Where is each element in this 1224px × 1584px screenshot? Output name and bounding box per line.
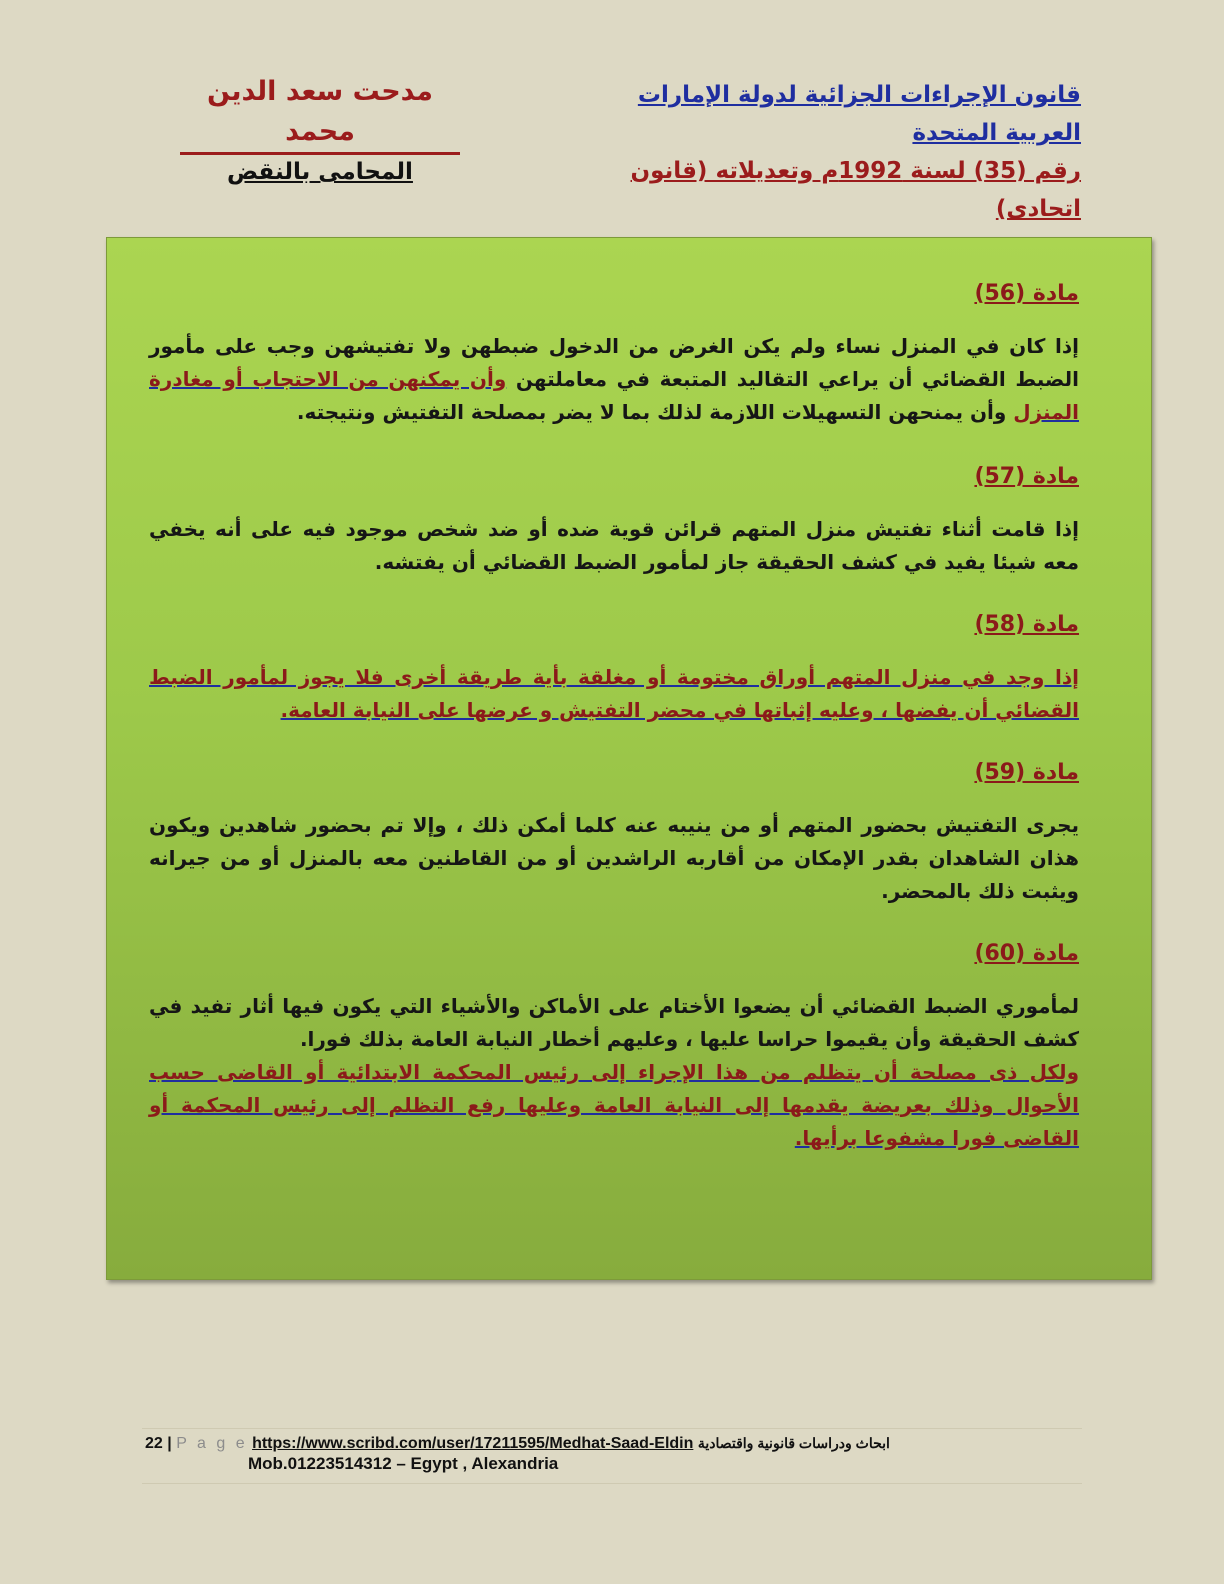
footer-arabic-label: ابحاث ودراسات قانونية واقتصادية xyxy=(697,1435,890,1451)
source-link[interactable]: https://www.scribd.com/user/17211595/Medhat-Saad-Eldin xyxy=(252,1435,694,1452)
article-60-text: لمأموري الضبط القضائي أن يضعوا الأختام على الأماكن والأشياء التي يكون فيها أثار تفيد في كشف الحقيقة وأن يقيموا حراسا عليها ، وعليهم أخطار النيابة العامة بذلك فورا. xyxy=(149,994,1079,1051)
articles-content xyxy=(149,274,1079,1155)
law-number: رقم (35) لسنة 1992م وتعديلاته (قانون اتحادى) xyxy=(630,158,1081,222)
law-title: قانون الإجراءات الجزائية لدولة الإمارات العربية المتحدة xyxy=(637,82,1081,146)
article-58-title: مادة (58) xyxy=(974,612,1079,637)
article-58-text: إذا وجد في منزل المتهم أوراق مختومة أو مغلقة بأية طريقة أخرى فلا يجوز لمأمور الضبط القضائي أن يفضها ، وعليه إثباتها في محضر التفتيش و عرضها على النيابة العامة. xyxy=(149,665,1079,722)
footer-divider-bottom xyxy=(142,1483,1082,1484)
page-number: 22 xyxy=(145,1435,163,1452)
article-56-highlight: وأن يمكنهن من الاحتجاب أو مغادرة المنزل xyxy=(149,367,1079,424)
article-56-title: مادة (56) xyxy=(974,281,1079,306)
article-60-title: مادة (60) xyxy=(974,941,1079,966)
footer-divider xyxy=(142,1428,1082,1429)
article-59-title: مادة (59) xyxy=(974,760,1079,785)
contact-mobile: Mob.01223514312 – Egypt , Alexandria xyxy=(248,1454,559,1473)
article-59-text: يجرى التفتيش بحضور المتهم أو من ينيبه عنه كلما أمكن ذلك ، وإلا تم بحضور شاهدين ويكون هذان الشاهدان بقدر الإمكان من أقاربه الراشدين أو من القاطنين معه بالمنزل أو من جيرانه ويثبت ذلك بالمحضر. xyxy=(149,813,1079,903)
article-57-text: إذا قامت أثناء تفتيش منزل المتهم قرائن قوية ضده أو ضد شخص موجود فيه على أنه يخفي معه شيئا يفيد في كشف الحقيقة جاز لمأمور الضبط القضائي أن يفتشه. xyxy=(149,517,1079,574)
article-56-text: إذا كان في المنزل نساء ولم يكن الغرض من الدخول ضبطهن ولا تفتيشهن وجب على مأمور الضبط القضائي أن يراعي التقاليد المتبعة في معاملتهن وأن يمكنهن من الاحتجاب أو مغادرة المنزل وأن يمنحهن التسهيلات اللازمة لذلك بما لا يضر بمصلحة التفتيش ونتيجته. xyxy=(149,334,1079,424)
author-title: المحامى بالنقض xyxy=(227,159,413,185)
author-header xyxy=(180,72,460,189)
law-header xyxy=(561,76,1081,228)
footer xyxy=(145,1432,890,1455)
article-57-title: مادة (57) xyxy=(974,464,1079,489)
page-separator: | xyxy=(167,1435,172,1452)
author-name: مدحت سعد الدين محمد xyxy=(180,72,460,155)
page-label: P a g e xyxy=(176,1435,248,1452)
article-60-highlight: ولكل ذى مصلحة أن يتظلم من هذا الإجراء إلى رئيس المحكمة الابتدائية أو القاضى حسب الأحوال وذلك بعريضة يقدمها إلى النيابة العامة وعليها رفع التظلم إلى رئيس المحكمة أو القاضى فورا مشفوعا برأيها. xyxy=(149,1060,1079,1150)
articles-panel xyxy=(106,237,1152,1280)
